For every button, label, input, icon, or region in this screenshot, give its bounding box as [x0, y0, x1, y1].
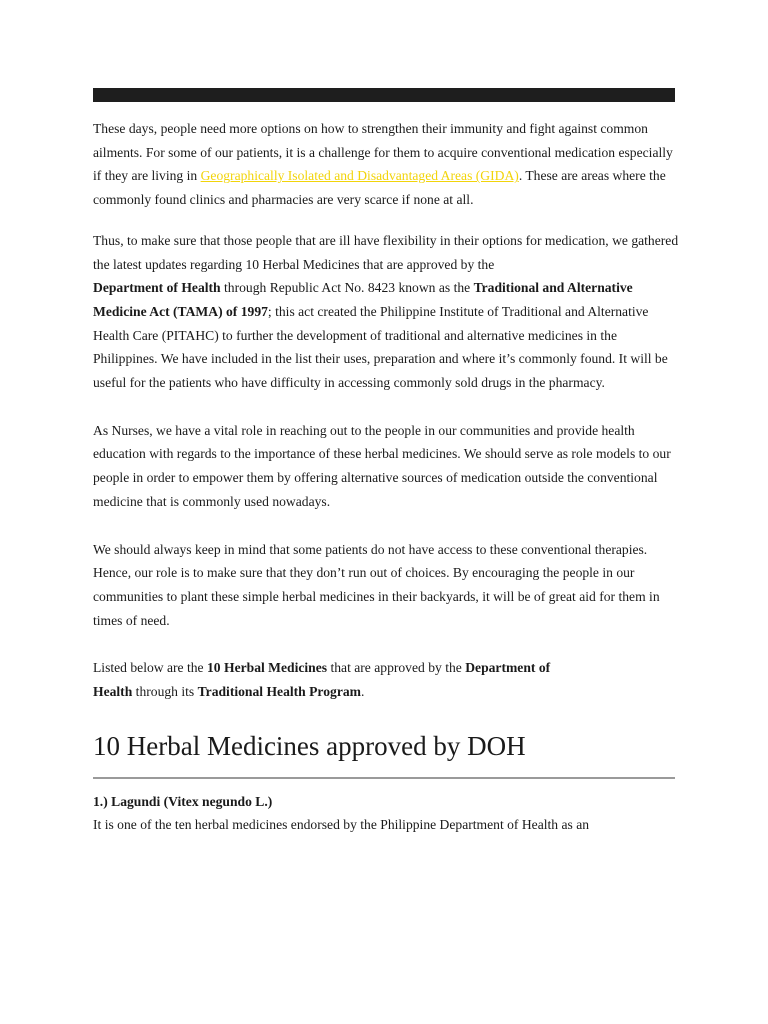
tama-text-1: Thus, to make sure that those people that are ill have flexibility in their options for medication, we gathered the latest updates regarding 10 Herbal Medicines that are approved by the: [93, 232, 679, 272]
listed-text-3: through its: [132, 684, 198, 700]
tama-paragraph: [93, 229, 679, 395]
listed-text-1: Listed below are the: [93, 660, 207, 676]
listed-text-4: .: [360, 684, 365, 700]
tama-act-bold: Traditional and Alternative Medicine Act (TAMA) of 1997: [93, 280, 633, 319]
tama-text-3: ; this act created the Philippine Institute of Traditional and Alternative Health Care (PITAHC) to further the development of traditional and alternative medicines in the Philippines. We have included in the list their uses, preparation and where it’s commonly found. It will be useful for the patients who have difficulty in accessing commonly sold drugs in the pharmacy.: [93, 303, 668, 391]
article-body: [93, 117, 679, 837]
tama-text-2: through Republic Act No. 8423 known as the: [220, 280, 474, 296]
nurses-paragraph: As Nurses, we have a vital role in reaching out to the people in our communities and provide health education with regards to the importance of these herbal medicines. We should serve as role models to our people in order to empower them by offering alternative sources of medication outside the conventional medicine that is commonly used nowadays.: [93, 422, 671, 509]
intro-text-end: . These are areas where the commonly found clinics and pharmacies are very scarce if none at all.: [93, 168, 666, 208]
doh-bold-b: Health: [93, 684, 133, 700]
doh-bold: Department of Health: [93, 280, 221, 296]
gida-link[interactable]: Geographically Isolated and Disadvantaged Areas (GIDA): [200, 168, 519, 184]
doh-bold-a: Department of: [465, 660, 551, 676]
listed-paragraph: [93, 656, 679, 703]
listed-text-2: that are approved by the: [327, 660, 466, 676]
header-bar: [93, 88, 675, 102]
program-bold: Traditional Health Program: [197, 684, 361, 700]
section-divider: [93, 777, 675, 779]
section-heading: 10 Herbal Medicines approved by DOH: [93, 730, 526, 761]
ten-herbal-bold: 10 Herbal Medicines: [207, 660, 328, 676]
access-paragraph: We should always keep in mind that some patients do not have access to these conventional therapies. Hence, our role is to make sure that they don’t run out of choices. By encouraging the people in our communities to plant these simple herbal medicines in their backyards, it will be of great aid for them in times of need.: [93, 541, 660, 628]
item-text-lagundi: It is one of the ten herbal medicines endorsed by the Philippine Department of Health as an: [93, 817, 590, 833]
item-title-lagundi: 1.) Lagundi (Vitex negundo L.): [93, 793, 273, 809]
intro-paragraph: [93, 117, 679, 212]
intro-text: These days, people need more options on how to strengthen their immunity and fight against common ailments. For some of our patients, it is a challenge for them to acquire conventional medication especially if they are living in: [93, 121, 673, 184]
